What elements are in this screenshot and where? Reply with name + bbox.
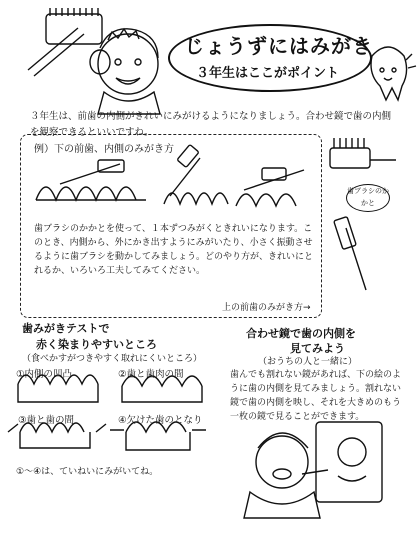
tooth-character-illustration — [371, 47, 416, 100]
upper-teeth-link: 上の前歯のみがき方→ — [222, 303, 311, 313]
mirror-section-title-2: 見てみよう — [290, 342, 345, 355]
toothbrush-heel-illustration — [330, 138, 396, 290]
stain-section-title-2: 赤く染まりやすいところ — [36, 338, 157, 351]
example-body: 歯ブラシのかかとを使って、１本ずつみがくときれいになります。このとき、内側から、外にかき出すようにみがいたり、小さく振動させるように歯ブラシを動かしてみましょう。どのやり方が、きれいにとれるか、いろいろ工夫してみてください。 — [34, 224, 314, 276]
stain-spot-4: ④欠けた歯のとなり — [118, 415, 203, 426]
mirror-section-subtitle: （おうちの人と一緒に） — [258, 357, 358, 367]
stain-spot-1: ①内側の凹凸 — [16, 369, 73, 380]
example-heading: 例）下の前歯、内側のみがき方 — [34, 144, 174, 155]
mirror-section-title: 合わせ鏡で歯の内側を — [246, 327, 356, 340]
brush-heel-tag: 歯ブラシのかかと — [346, 184, 390, 212]
stain-spot-2: ②歯と歯肉の間 — [118, 369, 184, 380]
boy-with-toothbrush-illustration — [28, 8, 160, 114]
mirror-section-body: 歯んでも割れない鏡があれば、下の絵のように歯の内側を見てみましょう。割れない鏡で歯の内側を映し、それを大きめのもう一枚の鏡で見ることができます。 — [230, 370, 402, 422]
page-subtitle: ３年生はここがポイント — [196, 66, 340, 81]
stain-footer-note: ①～④は、ていねいにみがいてね。 — [16, 467, 159, 477]
tooth-diagram-3 — [8, 423, 106, 448]
mirror-viewing-illustration — [244, 422, 382, 518]
stain-section-title: 歯みがきテストで — [22, 322, 110, 335]
stain-spot-3: ③歯と歯の間 — [18, 415, 75, 426]
page-title: じょうずにはみがき — [184, 34, 373, 58]
intro-text: ３年生は、前歯の内側がきれいにみがけるようになりましょう。合わせ鏡で歯の内側を観察できるといいですね。 — [30, 111, 392, 138]
tooth-diagram-4 — [110, 422, 206, 450]
stain-section-subtitle: （食べかすがつきやすく取れにくいところ） — [22, 354, 203, 364]
